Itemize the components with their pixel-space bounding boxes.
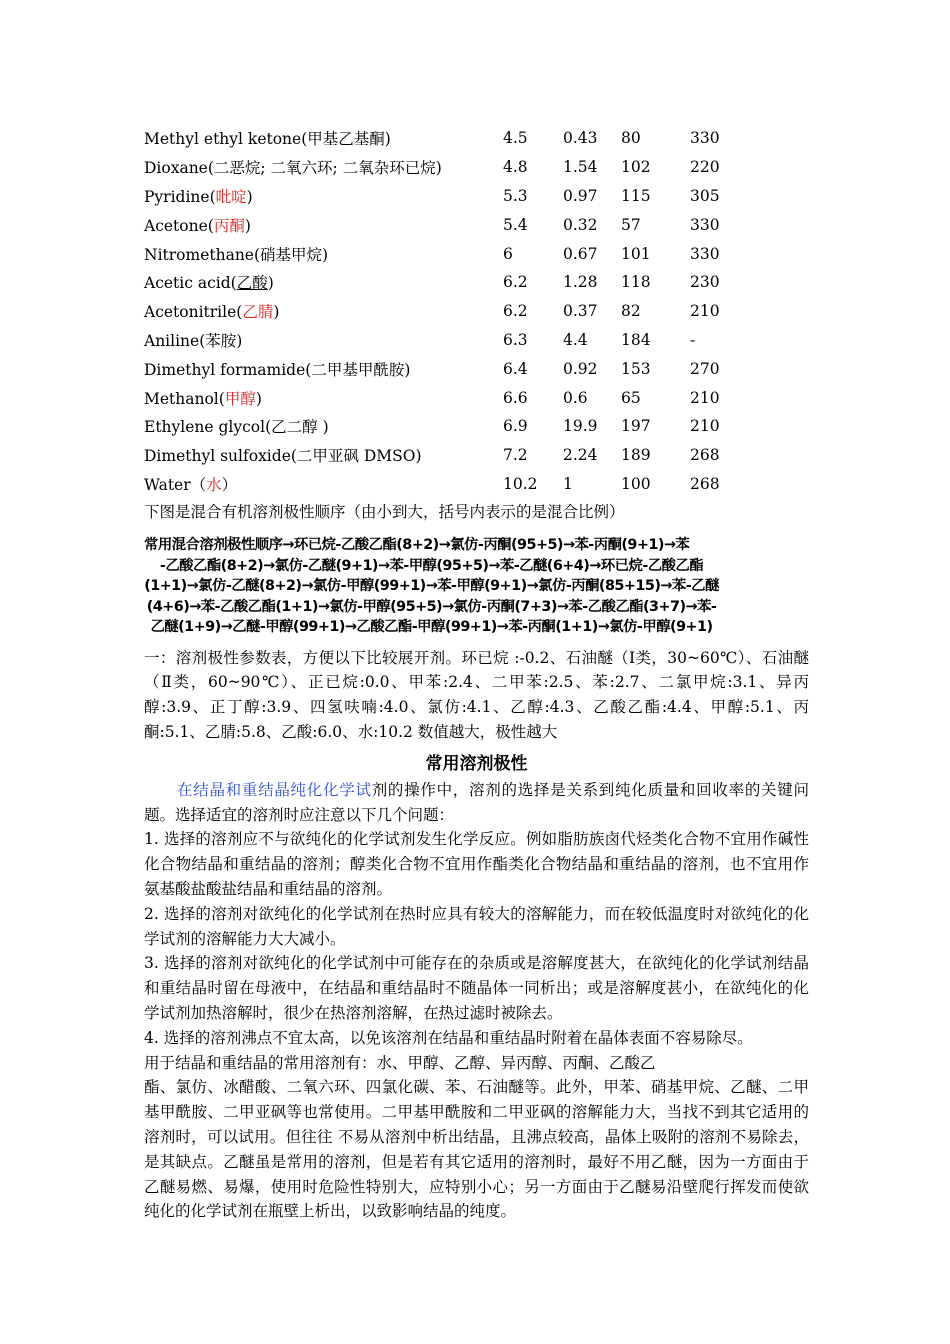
solvent-name-cn: 硝基甲烷 <box>260 245 323 264</box>
solvent-name-cn: 二甲亚砜 DMSO <box>296 447 416 466</box>
solvent-name-cn: 乙酸 <box>236 274 268 293</box>
solvent-name-cn: 二恶烷; 二氧六环; 二氧杂环已烷 <box>213 159 436 178</box>
solvent-value-v3: 80 <box>621 129 641 148</box>
solvent-name-close: ) <box>384 130 391 149</box>
solvent-name-en: Acetonitrile( <box>144 303 243 322</box>
mix-sequence-figure <box>144 535 719 638</box>
solvent-row <box>144 354 750 383</box>
solvent-name-cell <box>144 210 503 239</box>
solvent-value-v1: 6.2 <box>503 302 528 321</box>
solvent-value-v4: 210 <box>690 302 720 321</box>
solvent-name-close: ) <box>244 216 251 235</box>
solvent-value-v4: - <box>690 330 696 349</box>
solvent-name-cn: 丙酮 <box>213 216 245 235</box>
solvent-name-cell <box>144 326 503 355</box>
solvent-name-en: Dimethyl formamide( <box>144 360 312 379</box>
solvent-name-en: Acetic acid( <box>144 274 237 293</box>
solvent-value-v3: 100 <box>621 474 651 493</box>
solvent-value-v3: 189 <box>621 446 651 465</box>
solvent-name-cn: 苯胺 <box>205 331 237 350</box>
solvent-name-en: Dioxane( <box>144 159 214 178</box>
solvent-value-v3: 153 <box>621 359 651 378</box>
solvent-value-v2: 1.28 <box>563 273 598 292</box>
mix-sequence-line: 常用混合溶剂极性顺序→环已烷-乙酸乙酯(8+2)→氯仿-丙酮(95+5)→苯-丙酮(9+1)→苯 <box>144 537 690 554</box>
common-solvents-line: 用于结晶和重结晶的常用溶剂有：水、甲醇、乙醇、异丙醇、丙酮、乙酸乙 <box>144 1053 656 1072</box>
solvent-value-v3: 102 <box>621 158 651 177</box>
solvent-name-en: Water（ <box>144 475 207 494</box>
mix-sequence-line: (4+6)→苯-乙酸乙酯(1+1)→氯仿-甲醇(95+5)→氯仿-丙酮(7+3)→苯-乙酸乙酯(3+7)→苯- <box>146 598 717 615</box>
solvent-value-v1: 4.8 <box>503 158 528 177</box>
solvent-name-close: ) <box>267 274 274 293</box>
solvent-value-v4: 230 <box>690 273 720 292</box>
solvent-name-close: ) <box>435 159 442 178</box>
solvent-row <box>144 124 750 153</box>
solvent-value-v1: 6 <box>503 244 513 263</box>
solvent-value-v1: 6.4 <box>503 359 528 378</box>
solvent-value-v3: 57 <box>621 215 641 234</box>
intro-text: 剂的操作中，溶剂的选择是关系到纯化质量和回收率的关键问题。选择适宜的溶剂时应注意以下几个问题： <box>144 780 809 824</box>
solvent-table <box>144 124 750 498</box>
solvent-value-v3: 82 <box>621 302 641 321</box>
solvent-row <box>144 268 750 297</box>
solvent-value-v1: 7.2 <box>503 446 528 465</box>
solvent-name-cell <box>144 441 503 470</box>
solvent-value-v4: 268 <box>690 446 720 465</box>
solvent-name-en: Pyridine( <box>144 187 216 206</box>
solvent-name-en: Methyl ethyl ketone( <box>144 130 308 149</box>
polarity-paragraph: 一：溶剂极性参数表，方便以下比较展开剂。环已烷 :-0.2、石油醚（Ⅰ类，30~60℃）、石油醚（Ⅱ类，60~90℃）、正已烷:0.0、甲苯:2.4、二甲苯:2.5、苯:2.7、二氯甲烷:3.1、异丙醇:3.9、正丁醇:3.9、四氢呋喃:4.0、氯仿:4.1、乙醇:4.3、乙酸乙酯:4.4、甲醇:5.1、丙酮:5.1、乙腈:5.8、乙酸:6.0、水:10.2 数值越大，极性越大 <box>144 648 809 742</box>
point-3: 3. 选择的溶剂对欲纯化的化学试剂中可能存在的杂质或是溶解度甚大，在欲纯化的化学试剂结晶和重结晶时留在母液中，在结晶和重结晶时不随晶体一同析出；或是溶解度甚小，在欲纯化的化学试剂加热溶解时，很少在热溶剂溶解，在热过滤时被除去。 <box>144 954 809 1023</box>
solvent-value-v1: 5.3 <box>503 186 528 205</box>
solvent-value-v3: 115 <box>621 186 651 205</box>
solvent-row <box>144 441 750 470</box>
solvent-value-v2: 2.24 <box>563 446 598 465</box>
solvent-name-en: Ethylene glycol( <box>144 418 272 437</box>
solvent-name-cell <box>144 124 503 153</box>
solvent-value-v4: 210 <box>690 417 720 436</box>
solvent-row <box>144 153 750 182</box>
solvent-value-v1: 6.9 <box>503 417 528 436</box>
solvent-value-v3: 101 <box>621 244 651 263</box>
solvent-value-v3: 197 <box>621 417 651 436</box>
solvent-name-close: ) <box>404 360 411 379</box>
solvent-name-cn: 吡啶 <box>215 187 247 206</box>
solvent-name-cn: 水 <box>206 475 222 494</box>
solvent-name-close: ) <box>236 331 243 350</box>
solvent-name-cell <box>144 153 503 182</box>
solvent-value-v2: 0.92 <box>563 359 598 378</box>
solvent-value-v3: 65 <box>621 388 641 407</box>
solvent-value-v4: 330 <box>690 129 720 148</box>
solvent-value-v4: 330 <box>690 244 720 263</box>
intro-paragraph <box>144 778 809 828</box>
solvent-name-close: ) <box>246 187 253 206</box>
solvent-value-v2: 1 <box>563 474 573 493</box>
solvent-name-cn: 乙腈 <box>242 303 274 322</box>
solvent-name-cell <box>144 470 503 499</box>
solvent-name-cell <box>144 182 503 211</box>
solvent-value-v4: 270 <box>690 359 720 378</box>
solvent-value-v4: 305 <box>690 186 720 205</box>
solvent-name-en: Acetone( <box>144 216 214 235</box>
solvent-name-cell <box>144 239 503 268</box>
solvent-name-cn: 甲醇 <box>224 389 256 408</box>
mix-sequence-line: (1+1)→氯仿-乙醚(8+2)→氯仿-甲醇(99+1)→苯-甲醇(9+1)→氯仿-丙酮(85+15)→苯-乙醚 <box>144 578 719 595</box>
intro-highlight: 在结晶和重结晶纯化化学试 <box>177 780 372 799</box>
solvent-value-v2: 0.67 <box>563 244 598 263</box>
solvent-value-v1: 6.6 <box>503 388 528 407</box>
solvent-name-cell <box>144 297 503 326</box>
solvent-value-v1: 10.2 <box>503 474 538 493</box>
solvent-value-v3: 184 <box>621 330 651 349</box>
solvent-name-cell <box>144 383 503 412</box>
document-page <box>144 124 809 1224</box>
solvent-value-v2: 0.43 <box>563 129 598 148</box>
solvent-value-v1: 5.4 <box>503 215 528 234</box>
solvent-value-v2: 19.9 <box>563 417 598 436</box>
solvent-value-v2: 0.6 <box>563 388 588 407</box>
solvent-value-v1: 4.5 <box>503 129 528 148</box>
solvent-row <box>144 412 750 441</box>
point-1: 1. 选择的溶剂应不与欲纯化的化学试剂发生化学反应。例如脂肪族卤代烃类化合物不宜用作碱性化合物结晶和重结晶的溶剂；醇类化合物不宜用作酯类化合物结晶和重结晶的溶剂，也不宜用作氨基酸盐酸盐结晶和重结晶的溶剂。 <box>144 830 809 899</box>
solvent-name-en: Dimethyl sulfoxide( <box>144 447 297 466</box>
solvent-value-v2: 1.54 <box>563 158 598 177</box>
solvent-name-en: Nitromethane( <box>144 245 261 264</box>
solvent-name-en: Methanol( <box>144 389 225 408</box>
solvent-value-v2: 4.4 <box>563 330 588 349</box>
solvent-row <box>144 297 750 326</box>
solvent-name-close: ) <box>322 245 329 264</box>
mix-sequence-line: 乙醚(1+9)→乙醚-甲醇(99+1)→乙酸乙酯-甲醇(99+1)→苯-丙酮(1+1)→氯仿-甲醇(9+1) <box>150 619 713 636</box>
solvent-row <box>144 182 750 211</box>
solvent-value-v3: 118 <box>621 273 651 292</box>
solvent-name-cell <box>144 412 503 441</box>
solvent-name-cn: 甲基乙基酮 <box>307 130 385 149</box>
solvent-row <box>144 383 750 412</box>
solvent-name-close: ) <box>415 447 422 466</box>
common-solvents-paragraph: 酯、氯仿、冰醋酸、二氧六环、四氯化碳、苯、石油醚等。此外，甲苯、硝基甲烷、乙醚、二甲基甲酰胺、二甲亚砜等也常使用。二甲基甲酰胺和二甲亚砜的溶解能力大，当找不到其它适用的溶剂时，可以试用。但往往 不易从溶剂中析出结晶，且沸点较高，晶体上吸附的溶剂不易除去，是其缺点。乙醚虽是常用的溶剂，但是若有其它适用的溶剂时，最好不用乙醚，因为一方面由于乙醚易燃、易爆，使用时危险性特别大，应特别小心；另一方面由于乙醚易沿壁爬行挥发而使欲纯化的化学试剂在瓶壁上析出，以致影响结晶的纯度。 <box>144 1078 809 1221</box>
solvent-name-close: ) <box>255 389 262 408</box>
solvent-name-cn: 乙二醇 <box>271 418 323 437</box>
section-title: 常用溶剂极性 <box>425 753 528 774</box>
solvent-value-v2: 0.32 <box>563 215 598 234</box>
solvent-value-v4: 268 <box>690 474 720 493</box>
solvent-name-close: ） <box>221 475 238 494</box>
solvent-table-body <box>144 124 750 498</box>
point-4: 4. 选择的溶剂沸点不宜太高，以免该溶剂在结晶和重结晶时附着在晶体表面不容易除尽。 <box>144 1028 753 1047</box>
point-2: 2. 选择的溶剂对欲纯化的化学试剂在热时应具有较大的溶解能力，而在较低温度时对欲纯化的化学试剂的溶解能力大大减小。 <box>144 904 809 948</box>
mix-caption: 下图是混合有机溶剂极性顺序（由小到大，括号内表示的是混合比例） <box>144 503 625 522</box>
solvent-value-v2: 0.37 <box>563 302 598 321</box>
solvent-value-v1: 6.3 <box>503 330 528 349</box>
solvent-value-v1: 6.2 <box>503 273 528 292</box>
solvent-row <box>144 210 750 239</box>
solvent-value-v4: 220 <box>690 158 720 177</box>
solvent-value-v2: 0.97 <box>563 186 598 205</box>
solvent-name-cn: 二甲基甲酰胺 <box>311 360 405 379</box>
solvent-row <box>144 326 750 355</box>
solvent-name-en: Aniline( <box>144 331 206 350</box>
solvent-row <box>144 239 750 268</box>
solvent-name-cell <box>144 354 503 383</box>
solvent-name-close: ) <box>322 418 329 437</box>
solvent-name-cell <box>144 268 503 297</box>
solvent-name-close: ) <box>273 303 280 322</box>
solvent-value-v4: 330 <box>690 215 720 234</box>
solvent-row <box>144 470 750 499</box>
mix-sequence-line: -乙酸乙酯(8+2)→氯仿-乙醚(9+1)→苯-甲醇(95+5)→苯-乙醚(6+4)→环已烷-乙酸乙酯 <box>159 557 704 574</box>
solvent-value-v4: 210 <box>690 388 720 407</box>
